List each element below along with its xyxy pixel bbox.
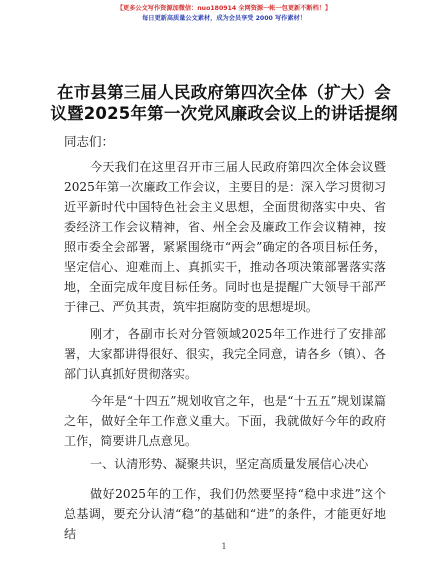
promo-line-2: 每日更新高质量公文素材，成为会员享受 2000 写作素材！ (142, 15, 306, 22)
paragraph-intro: 今天我们在这里召开市三届人民政府第四次全体会议暨2025年第一次廉政工作会议，主要目的是：深入学习贯彻习近平新时代中国特色社会主义思想，全面贯彻落实中央、省委经济工作会议精神，省、州全会及廉政工作会议精神，按照市委全会部署，紧紧围绕市“两会”确定的各项目标任务，坚定信心、迎难而上、真抓实干，推动各项决策部署落实落地，全面完成年度目标任务。同时也是提醒广大领导干部严于律己、严负其责，筑牢拒腐防变的思想堤坝。 (64, 160, 386, 314)
greeting: 同志们： (64, 134, 115, 149)
section-heading-1: 一、认清形势、凝聚共识，坚定高质量发展信心决心 (90, 457, 369, 471)
page-number: 1 (221, 542, 227, 551)
promo-line-1: 【更多公文写作资源加微信：nuo180914 全网资源一帐一包更新不断档！】 (116, 5, 332, 12)
paragraph-arrangement: 刚才，各副市长对分管领域2025年工作进行了安排部署，大家都讲得很好、很实，我完全同意，请各乡（镇）、各部门认真抓好贯彻落实。 (64, 327, 386, 381)
paragraph-context: 今年是“十四五”规划收官之年，也是“十五五”规划谋篇之年，做好全年工作意义重大。下面，我就做好今年的政府工作，简要讲几点意见。 (64, 394, 386, 448)
paragraph-section-1: 做好2025年的工作，我们仍然要坚持“稳中求进”这个总基调，要充分认清“稳”的基础和“进”的条件，才能更好地结 (64, 487, 386, 541)
promo-banner (0, 4, 448, 24)
document-title: 在市县第三届人民政府第四次全体（扩大）会议暨2025年第一次党风廉政会议上的讲话提纲 (50, 83, 398, 123)
